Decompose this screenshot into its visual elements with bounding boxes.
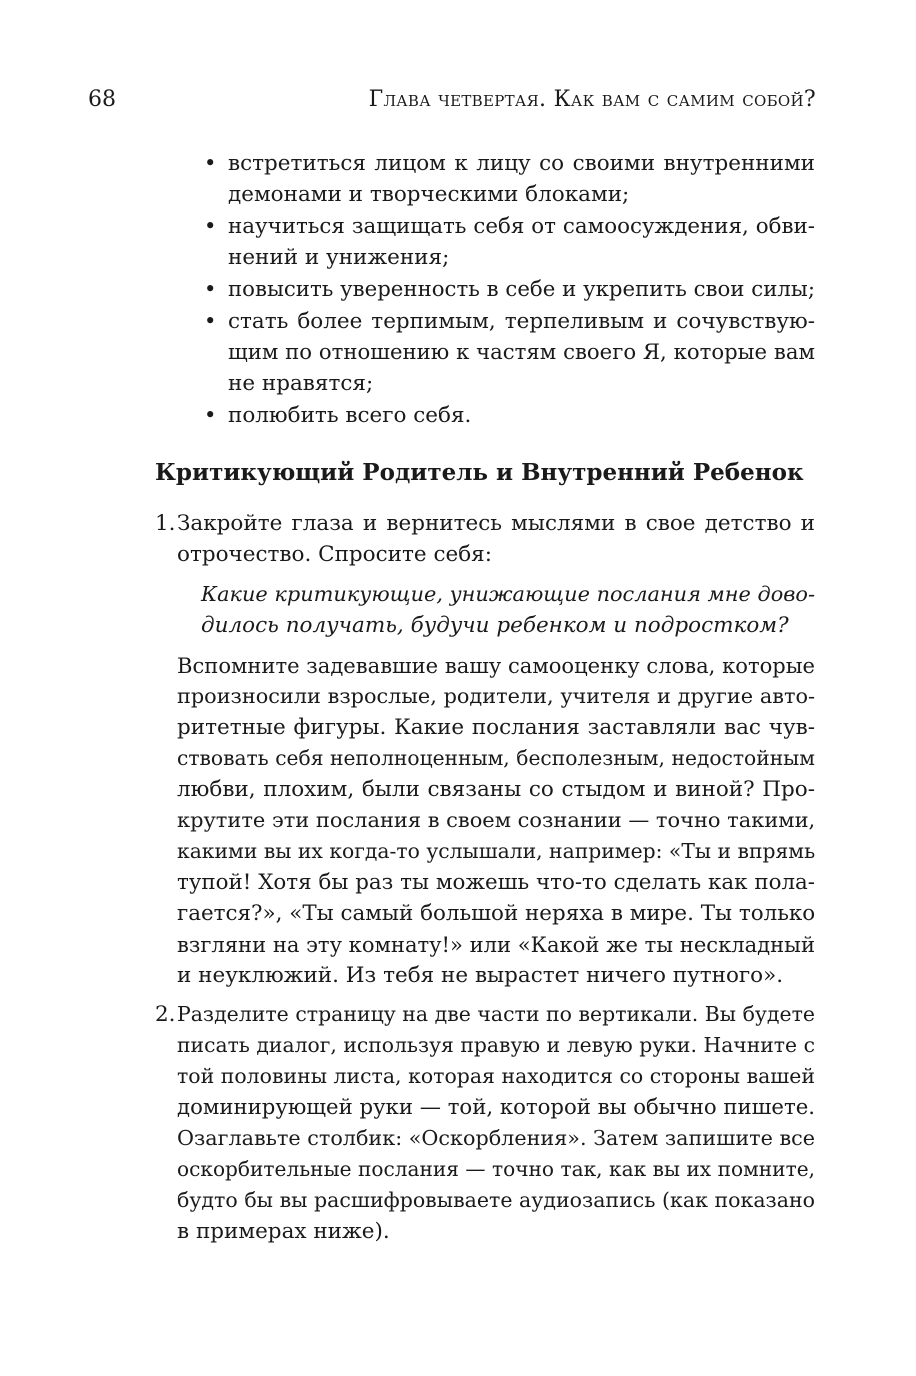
list-item-line: стать более терпимым, терпеливым и сочувствую- <box>228 309 815 334</box>
paragraph-line: ритетные фигуры. Какие послания заставляли вас чув- <box>177 715 815 740</box>
bullet-marker: • <box>204 403 217 427</box>
list-item-line: нений и унижения; <box>228 245 450 270</box>
step-text-line: в примерах ниже). <box>177 1219 390 1244</box>
bullet-marker: • <box>204 309 217 333</box>
paragraph-line: крутите эти послания в своем сознании — точно такими, <box>177 808 816 832</box>
section-heading: Критикующий Родитель и Внутренний Ребенок <box>155 459 804 486</box>
step-text-line: Закройте глаза и вернитесь мыслями в свое детство и <box>177 511 815 536</box>
paragraph-line: ствовать себя неполноценным, бесполезным, недостойным <box>177 746 815 770</box>
step-text-line: оскорбительные послания — точно так, как вы их помните, <box>177 1157 815 1181</box>
running-head <box>88 84 816 116</box>
paragraph-line: взгляни на эту комнату!» или «Какой же ты нескладный <box>177 932 815 957</box>
step-text-line: Разделите страницу на две части по вертикали. Вы будете <box>177 1002 815 1026</box>
paragraph-line: какими вы их когда-то услышали, например: «Ты и впрямь <box>177 839 816 863</box>
list-item-line: не нравятся; <box>228 371 374 396</box>
list-item-line: полюбить всего себя. <box>228 403 472 428</box>
bullet-marker: • <box>204 214 217 238</box>
step-text-line: доминирующей руки — той, которой вы обычно пишете. <box>177 1095 815 1120</box>
question-line: дилось получать, будучи ребенком и подростком? <box>201 613 789 638</box>
chapter-title: Глава четвертая. Как вам с самим собой? <box>368 87 816 112</box>
list-item-line: повысить уверенность в себе и укрепить свои силы; <box>228 277 815 302</box>
paragraph-line: произносили взрослые, родители, учителя и другие авто- <box>177 684 815 708</box>
page-number: 68 <box>88 87 116 112</box>
question-line: Какие критикующие, унижающие послания мне дово- <box>201 582 815 606</box>
step-number: 1. <box>155 511 176 536</box>
paragraph-line: гается?», «Ты самый большой неряха в мире. Ты только <box>177 901 816 926</box>
paragraph-line: тупой! Хотя бы раз ты можешь что-то сделать как пола- <box>177 870 815 895</box>
step-text-line: будто бы вы расшифровываете аудиозапись (как показано <box>177 1188 815 1212</box>
step-number: 2. <box>155 1002 176 1027</box>
bullet-marker: • <box>204 151 217 175</box>
paragraph-line: и неуклюжий. Из тебя не вырастет ничего путного». <box>177 963 784 988</box>
paragraph-line: Вспомните задевавшие вашу самооценку слова, которые <box>177 653 815 678</box>
list-item-line: демонами и творческими блоками; <box>228 182 630 207</box>
list-item-line: щим по отношению к частям своего Я, которые вам <box>228 340 815 365</box>
list-item-line: встретиться лицом к лицу со своими внутренними <box>228 151 815 176</box>
step-text-line: Озаглавьте столбик: «Оскорбления». Затем запишите все <box>177 1126 816 1150</box>
step-text-line: той половины листа, которая находится со стороны вашей <box>177 1064 815 1088</box>
step-text-line: отрочество. Спросите себя: <box>177 542 492 567</box>
bullet-marker: • <box>204 277 217 301</box>
step-text-line: писать диалог, используя правую и левую руки. Начните с <box>177 1033 815 1057</box>
paragraph-line: любви, плохим, были связаны со стыдом и виной? Про- <box>177 777 815 802</box>
list-item-line: научиться защищать себя от самоосуждения, обви- <box>228 214 815 239</box>
